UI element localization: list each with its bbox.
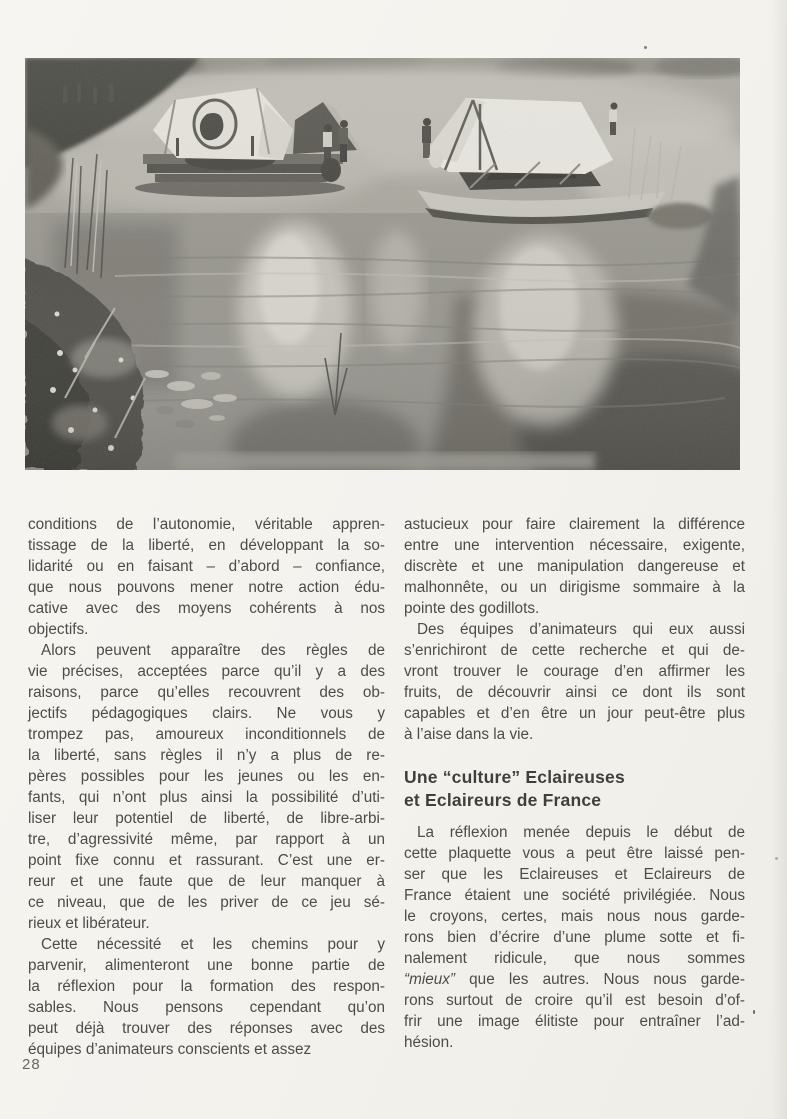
- text-line: hésion.: [404, 1034, 454, 1051]
- text-line: s’enrichiront de cette recherche et qui de-: [404, 642, 745, 659]
- text-line: reur et une faute que de leur manquer à: [28, 873, 385, 890]
- text-line: jectifs pédagogiques clairs. Ne vous y: [28, 705, 385, 722]
- text-line: cette plaquette vous a peut être laissé pen-: [404, 845, 745, 862]
- left-column: [28, 514, 385, 1060]
- text-line: France étaient une société privilégiée. Nous: [404, 887, 745, 904]
- riverside-rafts-photo: [25, 58, 740, 470]
- text-line: capables et d’en être un jour peut-être plus: [404, 705, 745, 722]
- text-line: fruits, de découvrir ainsi ce dont ils sont: [404, 684, 745, 701]
- text-line: discrète et une manipulation dangereuse et: [404, 558, 745, 575]
- text-line: ser que les Eclaireuses et Eclaireurs de: [404, 866, 745, 883]
- text-line: lidarité ou en faisant – d’abord – confiance,: [28, 558, 385, 575]
- text-line: “mieux” que les autres. Nous nous garde-: [404, 971, 745, 988]
- text-line: astucieux pour faire clairement la différence: [404, 516, 745, 533]
- text-line: trompez pas, amoureux inconditionnels de: [28, 726, 385, 743]
- text-line: rons surtout de croire qu’il est besoin d’of-: [404, 992, 745, 1009]
- text-line: la réflexion pour la formation des respon-: [28, 978, 385, 995]
- text-line: fants, qui n’ont plus ainsi la possibilité d’uti-: [28, 789, 385, 806]
- text-line: pointe des godillots.: [404, 600, 540, 617]
- scan-edge-shade: [771, 0, 787, 1119]
- text-line: équipes d’animateurs conscients et assez: [28, 1041, 312, 1058]
- heading-line: Une “culture” Eclaireuses: [404, 767, 625, 787]
- text-line: le croyons, certes, mais nous nous garde-: [404, 908, 745, 925]
- text-line: entre une intervention nécessaire, exigente,: [404, 537, 745, 554]
- text-line: parvenir, alimenteront une bonne partie de: [28, 957, 385, 974]
- text-line: frir une image élitiste pour entraîner l’ad-: [404, 1013, 745, 1030]
- text-line: vie précises, acceptées parce qu’il y a des: [28, 663, 385, 680]
- text-line: conditions de l’autonomie, véritable appren-: [28, 516, 385, 533]
- text-line: objectifs.: [28, 621, 89, 638]
- paragraph: [404, 619, 745, 745]
- section-heading: [404, 766, 745, 812]
- text-line: rons bien d’écrire d’une plume sotte et fi-: [404, 929, 745, 946]
- text-line: malhonnête, ou un dirigisme sommaire à la: [404, 579, 745, 596]
- text-line: Des équipes d’animateurs qui eux aussi: [417, 621, 745, 638]
- text-line: vront trouver le courage d’en affirmer les: [404, 663, 745, 680]
- heading-line: et Eclaireurs de France: [404, 790, 602, 810]
- scan-speck: [644, 46, 647, 49]
- scan-speck: [775, 857, 778, 860]
- right-column: [404, 514, 745, 1053]
- text-line: rieux et libérateur.: [28, 915, 150, 932]
- text-line: ce niveau, que de les priver de ce jeu sé-: [28, 894, 385, 911]
- photo-illustration: [25, 58, 740, 470]
- text-line: la liberté, sans règles il n’y a plus de re-: [28, 747, 385, 764]
- paragraph: [28, 640, 385, 934]
- paragraph: [404, 514, 745, 619]
- text-line: pères possibles pour les jeunes ou les en-: [28, 768, 385, 785]
- text-line: Cette nécessité et les chemins pour y: [41, 936, 385, 953]
- page-number: 28: [22, 1056, 41, 1073]
- text-line: à l’aise dans la vie.: [404, 726, 534, 743]
- text-line: sables. Nous pensons cependant qu’on: [28, 999, 385, 1016]
- text-line: peut déjà trouver des réponses avec des: [28, 1020, 385, 1037]
- text-line: Alors peuvent apparaître des règles de: [41, 642, 385, 659]
- text-line: que nous pouvons mener notre action édu-: [28, 579, 385, 596]
- text-line: La réflexion menée depuis le début de: [417, 824, 745, 841]
- paragraph: [28, 934, 385, 1060]
- text-line: liser leur potentiel de liberté, de libre-arbi-: [28, 810, 385, 827]
- text-line: tre, d’agressivité même, par rapport à un: [28, 831, 385, 848]
- paragraph: [28, 514, 385, 640]
- scan-speck: [753, 1010, 755, 1014]
- text-line: point fixe connu et rassurant. C’est une er-: [28, 852, 385, 869]
- text-line: raisons, parce qu’elles recouvrent des ob-: [28, 684, 385, 701]
- paragraph: [404, 822, 745, 1053]
- text-line: tissage de la liberté, en développant la so-: [28, 537, 385, 554]
- text-line: cative avec des moyens cohérents à nos: [28, 600, 385, 617]
- text-line: nalement ridicule, que nous sommes: [404, 950, 745, 967]
